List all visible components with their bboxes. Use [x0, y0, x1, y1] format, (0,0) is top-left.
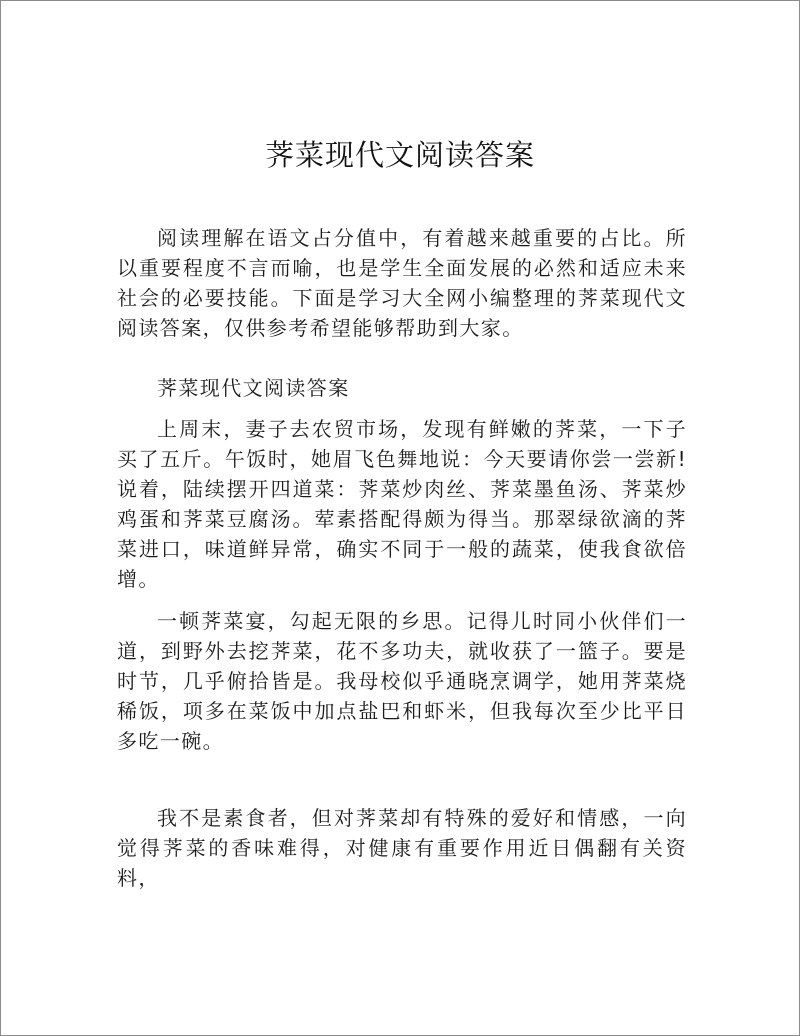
- paragraph-preference: 我不是素食者，但对荠菜却有特殊的爱好和情感，一向觉得荠菜的香味难得，对健康有重要作用近日偶翻有关资料，: [117, 806, 687, 890]
- paragraph-intro: 阅读理解在语文占分值中，有着越来越重要的占比。所以重要程度不言而喻，也是学生全面发展的必然和适应未来社会的必要技能。下面是学习大全网小编整理的荠菜现代文阅读答案，仅供参考希望能够帮助到大家。: [117, 226, 687, 340]
- document-title: 荠菜现代文阅读答案: [264, 138, 535, 172]
- paragraph-weekend: 上周末，妻子去农贸市场，发现有鲜嫩的荠菜，一下子买了五斤。午饭时，她眉飞色舞地说：今天要请你尝一尝新!说着，陆续摆开四道菜：荠菜炒肉丝、荠菜墨鱼汤、荠菜炒鸡蛋和荠菜豆腐汤。荤素搭配得颇为得当。那翠绿欲滴的荠菜进口，味道鲜异常，确实不同于一般的蔬菜，使我食欲倍增。: [117, 417, 687, 591]
- paragraph-memory: 一顿荠菜宴，勾起无限的乡思。记得儿时同小伙伴们一道，到野外去挖荠菜，花不多功夫，就收获了一篮子。要是时节，几乎俯拾皆是。我母校似乎通晓烹调学，她用荠菜烧稀饭，项多在菜饭中加点盐巴和虾米，但我每次至少比平日多吃一碗。: [117, 609, 687, 753]
- paragraph-subheading: 荠菜现代文阅读答案: [157, 376, 350, 400]
